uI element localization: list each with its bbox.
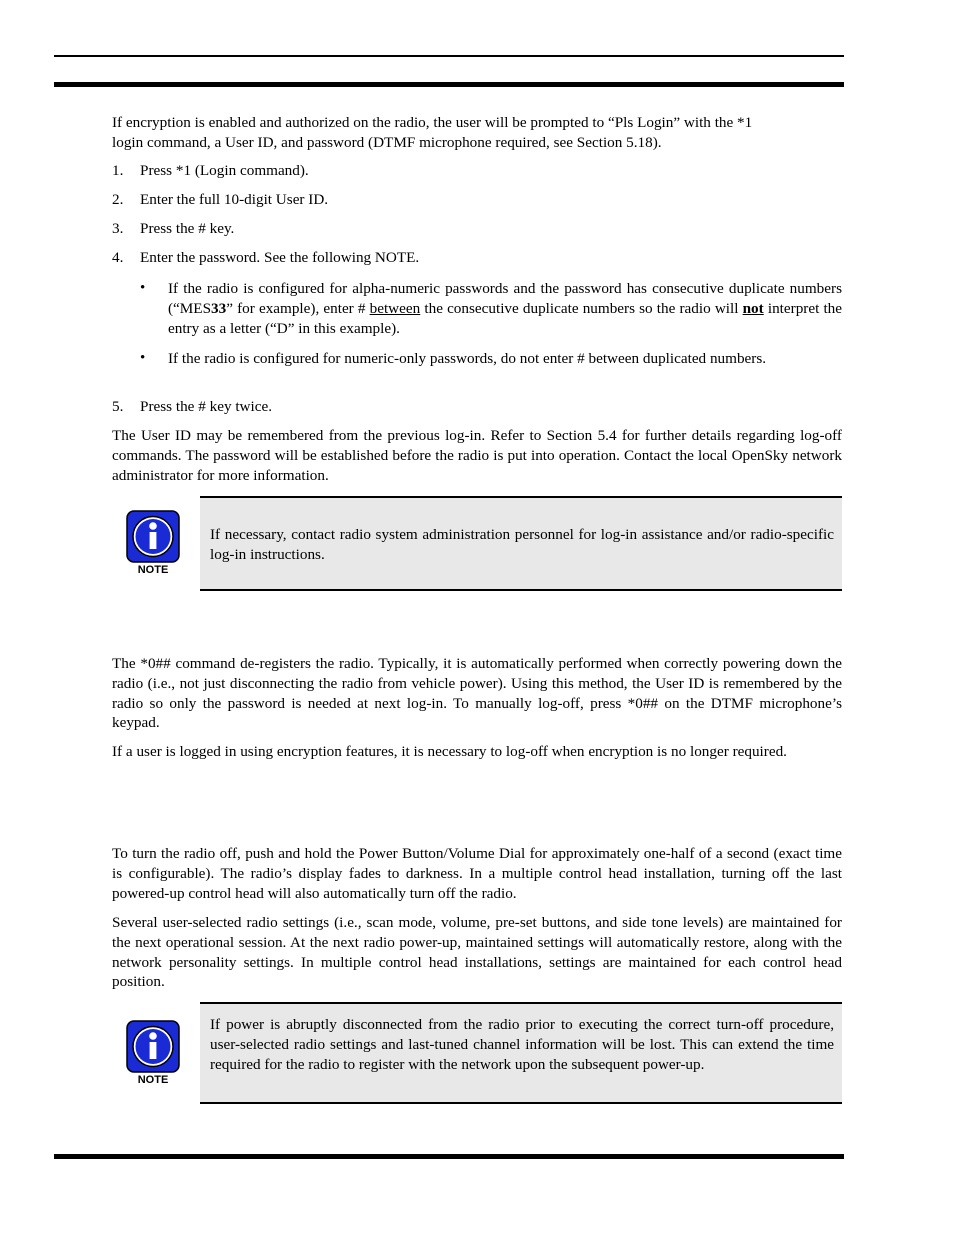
- bullet-dot: •: [140, 280, 146, 296]
- logoff-paragraph-1: The *0## command de-registers the radio. Typically, it is automatically performed when correctly powering down the radio (i.e., not just disconnecting the radio from vehicle power). Using this method, the User ID is remembered by the radio so only the password is needed at next log-in. To manually log-off, press *0## on the DTMF microphone’s keypad.: [112, 655, 842, 732]
- intro-paragraph: [112, 113, 842, 153]
- step-item: 4. Enter the password. See the following NOTE.: [112, 249, 420, 266]
- logoff-paragraph-2: If a user is logged in using encryption features, it is necessary to log-off when encryption is no longer required.: [112, 743, 787, 760]
- intro-line-a: If encryption is enabled and authorized on the radio, the user will be prompted to “Pls Login” with the *1: [112, 114, 753, 131]
- bullet-alpha-numeric: If the radio is configured for alpha-numeric passwords and the password has consecutive duplicate numbers (“MES33” for example), enter # between the consecutive duplicate numbers so the radio will not interpret the entry as a letter (“D” in this example).: [168, 280, 842, 337]
- power-off-paragraph-1: To turn the radio off, push and hold the Power Button/Volume Dial for approximately one-half of a second (exact time is configurable). The radio’s display fades to darkness. In a multiple control head installation, turning off the last powered-up control head will also automatically turn off the radio.: [112, 845, 842, 902]
- note-box-login: [200, 496, 842, 591]
- note-box-power-off: [200, 1002, 842, 1104]
- bullet-numeric-only: If the radio is configured for numeric-only passwords, do not enter # between duplicated numbers.: [168, 350, 767, 367]
- note-icon-block: [125, 1019, 181, 1086]
- step-item: 3. Press the # key.: [112, 220, 235, 237]
- bullet-dot: •: [140, 350, 146, 366]
- note-label: NOTE: [137, 1074, 169, 1086]
- info-icon: [125, 509, 181, 565]
- note-icon-block: [125, 509, 181, 576]
- step-item: 2. Enter the full 10-digit User ID.: [112, 191, 329, 208]
- note-label: NOTE: [137, 564, 169, 576]
- note-text: If power is abruptly disconnected from the radio prior to executing the correct turn-off procedure, user-selected radio settings and last-tuned channel information will be lost. This can extend the time required for the radio to register with the network upon the subsequent power-up.: [210, 1016, 834, 1073]
- info-icon: [125, 1019, 181, 1075]
- intro-line-b: login command, a User ID, and password (DTMF microphone required, see Section 5.18).: [112, 133, 662, 151]
- step-item: 1. Press *1 (Login command).: [112, 162, 309, 179]
- note-text: If necessary, contact radio system administration personnel for log-in assistance and/or radio-specific log-in instructions.: [210, 526, 834, 563]
- step-item: 5. Press the # key twice.: [112, 398, 273, 415]
- header-rule-thick: [54, 82, 844, 87]
- footer-rule: [54, 1154, 844, 1159]
- userid-paragraph: The User ID may be remembered from the previous log-in. Refer to Section 5.4 for further details regarding log-off commands. The password will be established before the radio is put into operation. Contact the local OpenSky network administrator for more information.: [112, 427, 842, 484]
- power-off-paragraph-2: Several user-selected radio settings (i.e., scan mode, volume, pre-set buttons, and side tone levels) are maintained for the next operational session. At the next radio power-up, maintained settings will automatically restore, along with the network personality settings. In multiple control head installations, settings are maintained for each control head position.: [112, 914, 842, 991]
- header-rule-thin: [54, 55, 844, 57]
